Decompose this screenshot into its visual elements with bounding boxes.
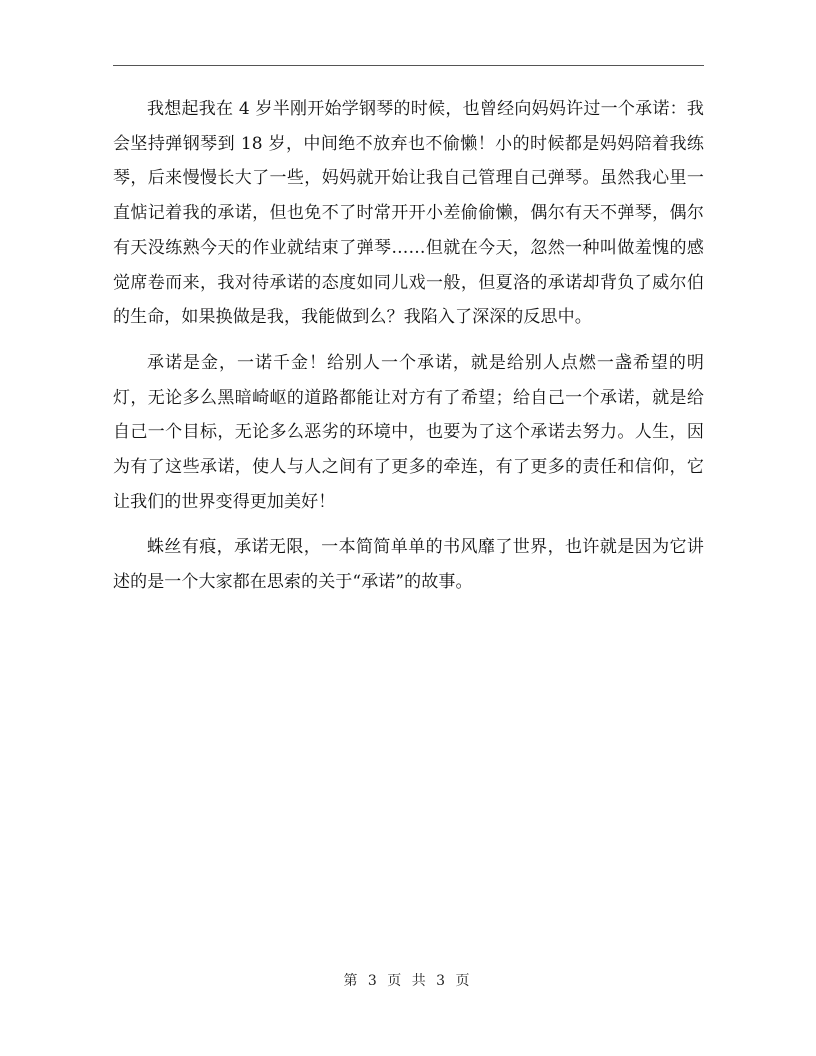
paragraph-3: 蛛丝有痕，承诺无限，一本简简单单的书风靡了世界，也许就是因为它讲述的是一个大家都在思索的关于“承诺”的故事。 bbox=[113, 537, 704, 593]
paragraph-2: 承诺是金，一诺千金！给别人一个承诺，就是给别人点燃一盏希望的明灯，无论多么黑暗崎岖的道路都能让对方有了希望；给自己一个承诺，就是给自己一个目标，无论多么恶劣的环境中，也要为了这个承诺去努力。人生，因为有了这些承诺，使人与人之间有了更多的牵连，有了更多的责任和信仰，它让我们的世界变得更加美好！ bbox=[113, 352, 704, 512]
paragraph-1: 我想起我在 4 岁半刚开始学钢琴的时候，也曾经向妈妈许过一个承诺：我会坚持弹钢琴到 18 岁，中间绝不放弃也不偷懒！小的时候都是妈妈陪着我练琴，后来慢慢长大了一些，妈妈就开始让我自己管理自己弹琴。虽然我心里一直惦记着我的承诺，但也免不了时常开开小差偷偷懒，偶尔有天不弹琴，偶尔有天没练熟今天的作业就结束了弹琴……但就在今天，忽然一种叫做羞愧的感觉席卷而来，我对待承诺的态度如同儿戏一般，但夏洛的承诺却背负了威尔伯的生命，如果换做是我，我能做到么？我陷入了深深的反思中。 bbox=[113, 99, 704, 328]
header-rule bbox=[113, 65, 704, 66]
body-text bbox=[113, 92, 704, 600]
page-footer: 第 3 页 共 3 页 bbox=[343, 973, 473, 989]
